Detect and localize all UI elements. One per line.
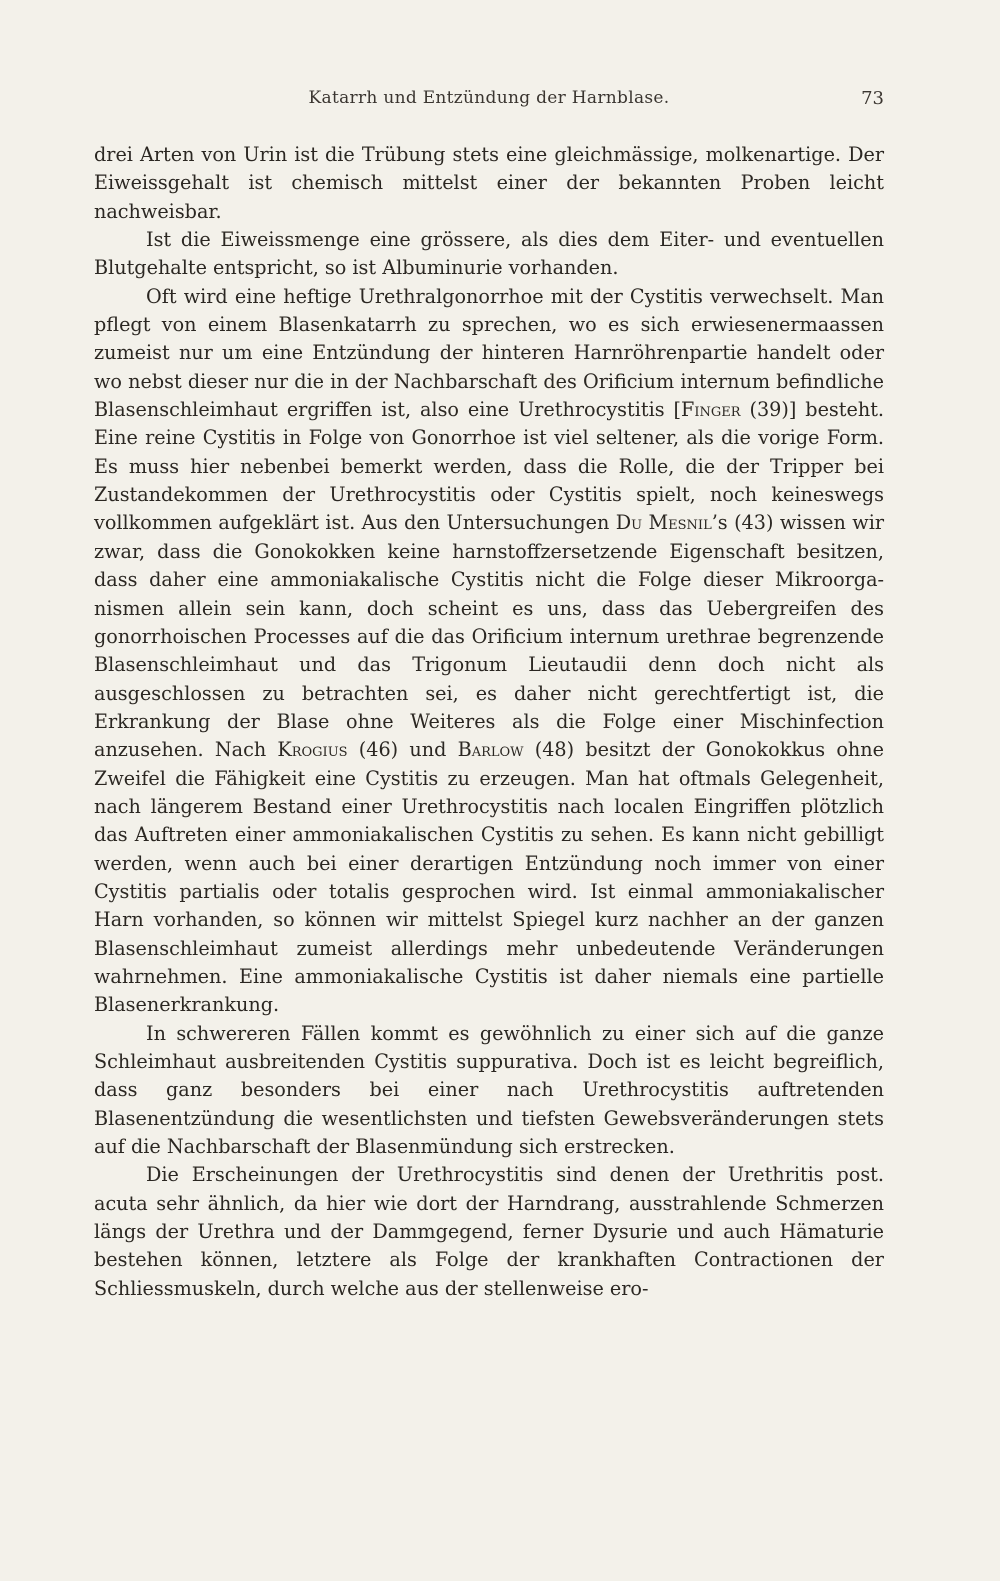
author-name: Finger — [681, 398, 741, 422]
body-text — [94, 141, 884, 1303]
page-number: 73 — [861, 88, 884, 109]
text-segment: Oft wird eine heftige Urethralgonorrhoe mit der Cystitis verwechselt. Man pflegt von einem Blasenkatarrh zu sprechen, wo es sich erwiesenermaassen zumeist nur um eine Entzündung der hinteren Harnröhrenpartie handelt oder wo nebst dieser nur die in der Nachbarschaft des Orificium internum befindliche Blasenschleimhaut ergriffen ist, also eine Urethrocystitis [ — [94, 284, 884, 422]
author-name: Krogius — [277, 738, 348, 762]
paragraph — [94, 1161, 884, 1303]
author-name: Du Mesnil — [615, 511, 712, 535]
paragraph — [94, 1020, 884, 1162]
text-segment: Ist die Eiweissmenge eine grössere, als dies dem Eiter- und eventuellen Blutgehalte entspricht, so ist Albuminurie vorhanden. — [94, 228, 884, 280]
paragraph — [94, 226, 884, 283]
running-header — [94, 88, 884, 114]
text-segment: In schwereren Fällen kommt es gewöhnlich zu einer sich auf die ganze Schleimhaut ausbreitenden Cystitis suppurativa. Doch ist es leicht begreiflich, dass ganz besonders bei einer nach Urethrocystitis auftretenden Blasenentzündung die wesentlichsten und tiefsten Gewebsveränderungen stets auf die Nachbarschaft der Blasenmündung sich erstrecken. — [94, 1021, 884, 1159]
text-segment: Die Erscheinungen der Urethrocystitis sind denen der Urethritis post. acuta sehr ähnlich, da hier wie dort der Harndrang, ausstrahlende Schmerzen längs der Urethra und der Dammgegend, ferner Dysurie und auch Hämaturie bestehen können, letztere als Folge der krankhaften Contractionen der Schliessmuskeln, durch welche aus der stellenweise ero- — [94, 1163, 884, 1300]
text-segment: (48) besitzt der Gonokokkus ohne Zweifel die Fähigkeit eine Cystitis zu erzeugen. Man hat oftmals Gelegenheit, nach längerem Bestand einer Urethrocystitis nach localen Eingriffen plötzlich das Auftreten einer ammoniakalischen Cystitis zu sehen. Es kann nicht gebilligt werden, wenn auch bei einer derartigen Entzündung noch immer von einer Cystitis partialis oder totalis gesprochen wird. Ist einmal ammoniakalischer Harn vorhanden, so können wir mittelst Spiegel kurz nachher an der ganzen Blasenschleimhaut zumeist allerdings mehr unbedeutende Veränderungen wahrnehmen. Eine ammoniakalische Cystitis ist daher niemals eine partielle Blasenerkrankung. — [94, 738, 884, 1017]
text-segment: (39)] besteht. Eine reine Cystitis in Folge von Gonorrhoe ist viel seltener, als die vorige Form. Es muss hier nebenbei bemerkt werden, dass die Rolle, die der Tripper bei Zustandekommen der Urethrocystitis oder Cystitis spielt, noch keineswegs vollkommen aufgeklärt ist. Aus den Untersuchungen — [94, 398, 884, 535]
paragraph — [94, 141, 884, 226]
running-title: Katarrh und Entzündung der Harnblase. — [308, 88, 670, 108]
text-segment: drei Arten von Urin ist die Trübung stets eine gleichmässige, molkenartige. Der Eiweissgehalt ist chemisch mittelst einer der bekannten Proben leicht nachweisbar. — [94, 143, 884, 223]
text-segment: ’s (43) wissen wir zwar, dass die Gonokokken keine harnstoffzersetzende Eigenschaft besitzen, dass daher eine ammoniakalische Cystitis nicht die Folge dieser Mikroorganismen allein sein kann, doch scheint es uns, dass das Uebergreifen des gonorrhoischen Processes auf die das Orificium internum urethrae begrenzende Blasenschleimhaut und das Trigonum Lieutaudii denn doch nicht als ausgeschlossen zu betrachten sei, es daher nicht gerechtfertigt ist, die Erkrankung der Blase ohne Weiteres als die Folge einer Mischinfection anzusehen. Nach — [94, 511, 885, 762]
author-name: Barlow — [457, 738, 524, 762]
text-segment: (46) und — [347, 738, 458, 762]
paragraph — [94, 283, 884, 1020]
